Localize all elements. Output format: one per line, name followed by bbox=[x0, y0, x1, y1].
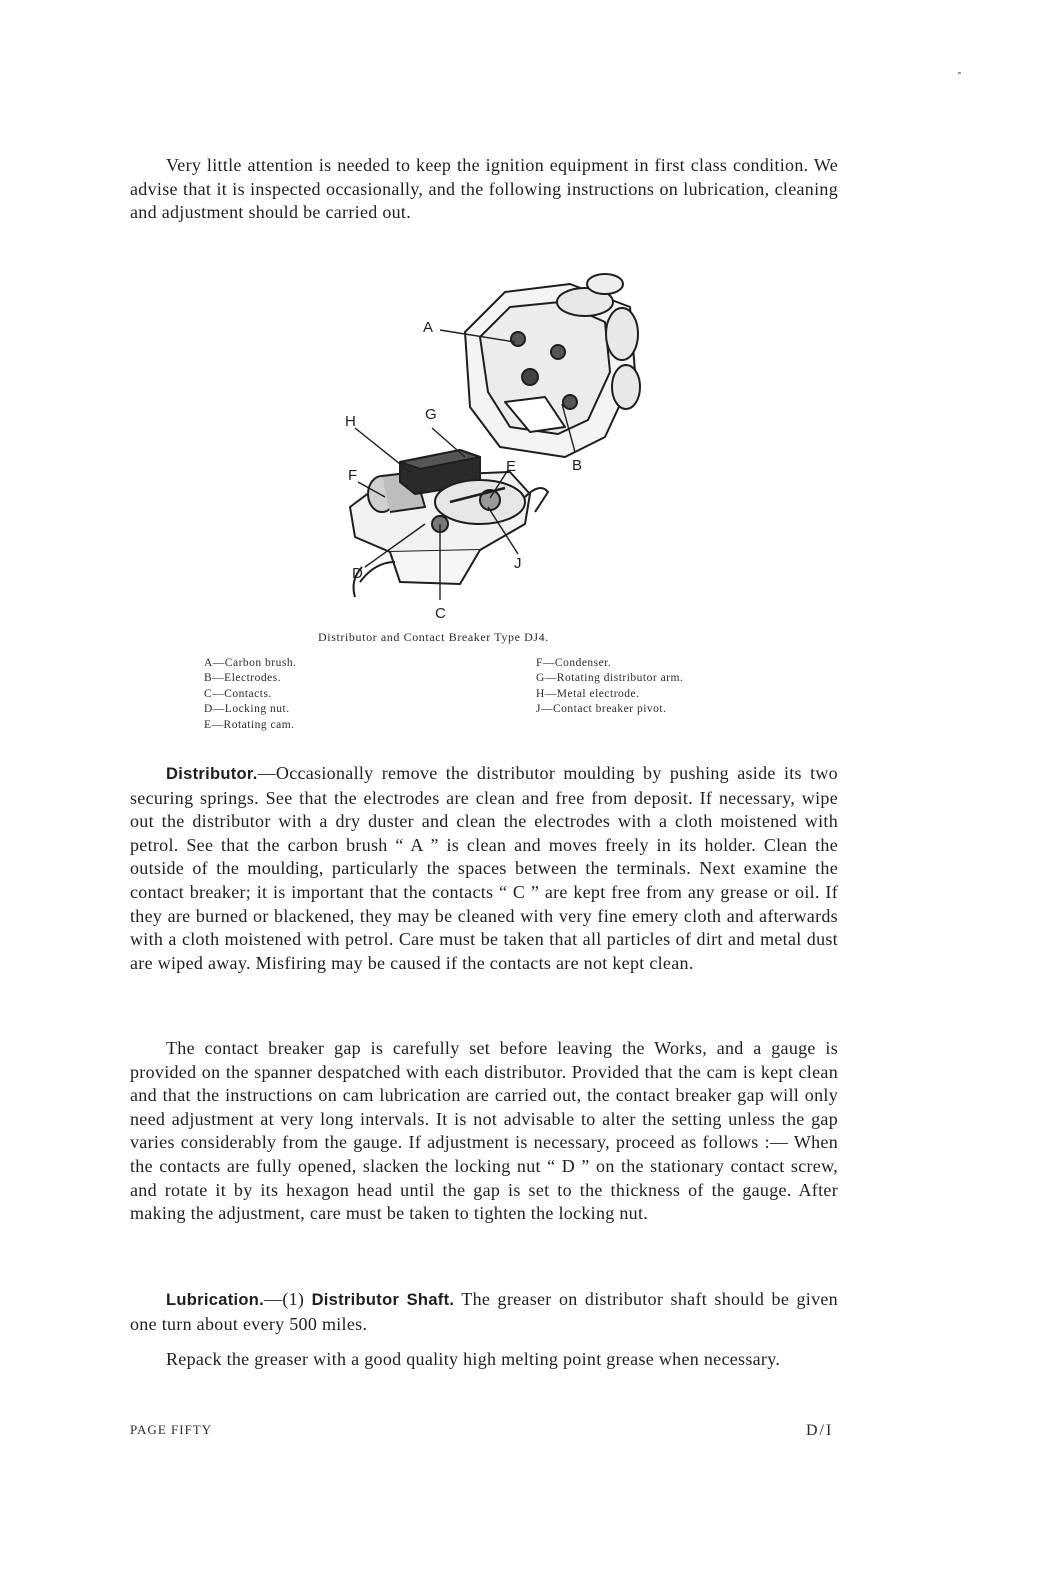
callout-a: A bbox=[423, 319, 434, 336]
callout-c: C bbox=[435, 605, 446, 622]
legend-item: C—Contacts. bbox=[204, 687, 272, 700]
callout-e: E bbox=[506, 458, 517, 475]
distributor-drawing bbox=[330, 262, 670, 622]
legend-item: G—Rotating distributor arm. bbox=[536, 672, 684, 685]
lubrication-paragraph bbox=[130, 1288, 838, 1336]
distributor-shaft-subheading: Distributor Shaft. bbox=[311, 1291, 455, 1309]
callout-j: J bbox=[514, 555, 522, 572]
figure-legend-right bbox=[536, 656, 683, 718]
section-code-footer: D/I bbox=[806, 1422, 834, 1439]
legend-item: B—Electrodes. bbox=[204, 672, 282, 685]
lubrication-text: The greaser on distributor shaft should be given one turn about every 500 miles. bbox=[130, 1289, 838, 1334]
repack-paragraph bbox=[130, 1348, 838, 1372]
page-number-footer: PAGE FIFTY bbox=[130, 1422, 213, 1437]
distributor-paragraph bbox=[130, 762, 838, 975]
repack-text: Repack the greaser with a good quality high melting point grease when necessary. bbox=[166, 1349, 781, 1369]
scan-speck bbox=[958, 72, 961, 74]
legend-item: E—Rotating cam. bbox=[204, 718, 295, 731]
distributor-heading: Distributor. bbox=[166, 765, 258, 783]
contact-gap-text: The contact breaker gap is carefully set before leaving the Works, and a gauge is provided on the spanner despatched with each distributor. Provided that the cam is kept clean and that the instructions on cam lubrication are carried out, the contact breaker gap will only need adjustment at very long intervals. It is not advisable to alter the setting unless the gap varies considerably from the gauge. If adjustment is necessary, proceed as follows :— When the contacts are fully opened, slacken the locking nut “ D ” on the stationary contact screw, and rotate it by its hexagon head until the gap is set to the thickness of the gauge. After making the adjustment, care must be taken to tighten the locking nut. bbox=[130, 1038, 838, 1224]
intro-text: Very little attention is needed to keep the ignition equipment in first class condition. We advise that it is inspected occasionally, and the following instructions on lubrication, cleaning and adjustment should be carried out. bbox=[130, 155, 838, 223]
callout-f: F bbox=[348, 467, 358, 484]
legend-item: H—Metal electrode. bbox=[536, 687, 640, 700]
legend-item: F—Condenser. bbox=[536, 657, 612, 669]
legend-item: A—Carbon brush. bbox=[204, 657, 297, 669]
distributor-text: —Occasionally remove the distributor moulding by pushing aside its two securing springs. See that the electrodes are clean and free from deposit. If necessary, wipe out the distributor with a dry duster and clean the electrodes with a cloth moistened with petrol. See that the carbon brush “ A ” is clean and moves freely in its holder. Clean the outside of the moulding, particularly the spaces between the terminals. Next examine the contact breaker; it is important that the contacts “ C ” are kept free from any grease or oil. If they are burned or blackened, they may be cleaned with very fine emery cloth and afterwards with a cloth moistened with petrol. Care must be taken that all particles of dirt and metal dust are wiped away. Misfiring may be caused if the contacts are not kept clean. bbox=[130, 763, 838, 973]
figure-caption: Distributor and Contact Breaker Type DJ4. bbox=[318, 630, 549, 644]
callout-b: B bbox=[572, 457, 583, 474]
callout-g: G bbox=[425, 406, 437, 423]
lubrication-heading: Lubrication. bbox=[166, 1291, 265, 1309]
callout-h: H bbox=[345, 413, 356, 430]
lubrication-sep: —(1) bbox=[264, 1289, 312, 1309]
intro-paragraph bbox=[130, 154, 838, 225]
figure-legend-left bbox=[204, 656, 296, 733]
contact-gap-paragraph bbox=[130, 1037, 838, 1226]
legend-item: D—Locking nut. bbox=[204, 703, 290, 716]
legend-item: J—Contact breaker pivot. bbox=[536, 703, 667, 716]
distributor-illustration bbox=[330, 262, 670, 622]
callout-d: D bbox=[352, 565, 363, 582]
